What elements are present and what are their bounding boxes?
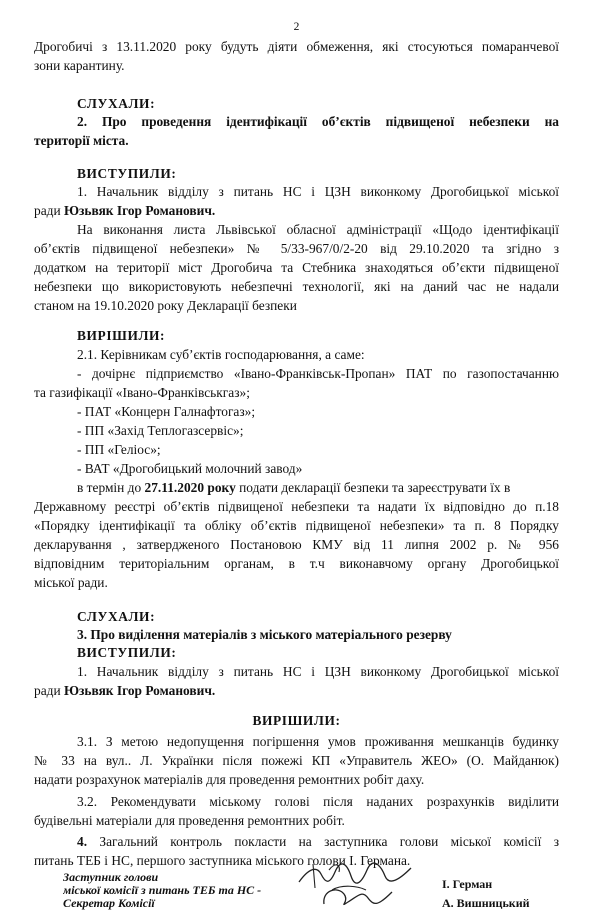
item2-speaker-line-1: 1. Начальник відділу з питань НС і ЦЗН виконкому Дрогобицької міської <box>77 184 559 199</box>
item2-entity-1-line-2: та газифікації «Івано-Франківськгаз»; <box>34 385 250 400</box>
item4-line-2: питань ТЕБ і НС, першого заступника міського голови І. Германа. <box>34 853 411 868</box>
item3-speaker-line-1: 1. Начальник відділу з питань НС і ЦЗН виконкому Дрогобицької міської <box>77 664 559 679</box>
item3-decision-2-line-2: будівельні матеріали для проведення ремонтних робіт. <box>34 813 345 828</box>
item2-deadline-line-5: відповідним територіальним органам, в т.ч виконавчому органу Дрогобицької <box>34 556 559 571</box>
deputy-title-line-1: Заступник голови <box>63 870 159 884</box>
item2-decided-heading: ВИРІШИЛИ: <box>77 328 166 343</box>
item3-decision-1-line-3: надати розрахунок матеріалів для проведення ремонтних робіт даху. <box>34 772 425 787</box>
deputy-name: І. Герман <box>442 877 493 891</box>
item2-title-line-2: території міста. <box>34 133 129 148</box>
item3-speaker-line-2 <box>34 682 559 701</box>
item3-decision-2-line-1: 3.2. Рекомендувати міському голові після наданих розрахунків виділити <box>77 794 559 809</box>
item2-entity-1-line-1: - дочірнє підприємство «Івано-Франківськ-Пропан» ПАТ по газопостачанню <box>77 366 559 381</box>
item2-spoke-heading: ВИСТУПИЛИ: <box>77 166 177 181</box>
item2-text-line-1: На виконання листа Львівської обласної адміністрації «Щодо ідентифікації <box>77 222 559 237</box>
item3-speaker-name: Юзьвяк Ігор Романович. <box>63 683 216 698</box>
item2-text-line-5: станом на 19.10.2020 року Декларації безпеки <box>34 298 297 313</box>
item2-text-line-3: додатком на території міст Дрогобича та Стебника знаходяться об’єкти підвищеної <box>34 260 559 275</box>
intro-line-1: Дрогобичі з 13.11.2020 року будуть діяти обмеження, які стосуються помаранчевої <box>34 39 559 54</box>
item2-speaker-prefix: ради <box>34 203 64 218</box>
item3-decision-1-line-1: 3.1. З метою недопущення погіршення умов проживання мешканців будинку <box>77 734 559 749</box>
item2-entity-5: - ВАТ «Дрогобицький молочний завод» <box>77 461 303 476</box>
item2-entity-2: - ПАТ «Концерн Галнафтогаз»; <box>77 404 256 419</box>
secretary-title: Секретар Комісії <box>63 896 155 910</box>
item2-deadline-line-2: Державному реєстрі об’єктів підвищеної небезпеки та надати їх відповідно до п.18 <box>34 499 559 514</box>
item2-entity-3: - ПП «Захід Теплогазсервіс»; <box>77 423 244 438</box>
item2-deadline-line-6: міської ради. <box>34 575 108 590</box>
item2-decision-intro: 2.1. Керівникам суб’єктів господарювання, а саме: <box>77 347 365 362</box>
item2-title-line-1: 2. Про проведення ідентифікації об’єктів підвищеної небезпеки на <box>77 114 559 129</box>
item2-text-line-4: небезпеки що використовують небезпечні технології, які на даний час не надали <box>34 279 559 294</box>
item3-title: 3. Про виділення матеріалів з міського матеріального резерву <box>77 627 452 642</box>
item3-heard-heading: СЛУХАЛИ: <box>77 609 156 624</box>
item3-speaker-prefix: ради <box>34 683 64 698</box>
item2-deadline-date: 27.11.2020 року <box>144 480 236 495</box>
item2-deadline-post: подати декларації безпеки та зареєструвати їх в <box>235 480 511 495</box>
item3-decision-1-line-2: № 33 на вул.. Л. Українки після пожежі КП «Управитель ЖЕО» (О. Майданюк) <box>34 753 559 768</box>
item4-number: 4. <box>77 834 88 849</box>
item2-deadline-pre: в термін до <box>77 480 145 495</box>
page-number: 2 <box>293 21 300 33</box>
intro-line-2: зони карантину. <box>34 58 125 73</box>
item2-deadline-line-1 <box>77 479 559 498</box>
item2-heard-heading: СЛУХАЛИ: <box>77 96 156 111</box>
item2-text-line-2: об’єктів підвищеної небезпеки» № 5/33-967/0/2-20 від 29.10.2020 та згідно з <box>34 241 559 256</box>
deputy-title-line-2: міської комісії з питань ТЕБ та НС - <box>63 883 262 897</box>
secretary-handwritten-signature <box>318 884 398 910</box>
item2-speaker-line-2 <box>34 202 559 221</box>
item4-line-1 <box>77 833 559 852</box>
item2-speaker-name: Юзьвяк Ігор Романович. <box>63 203 216 218</box>
item3-spoke-heading: ВИСТУПИЛИ: <box>77 645 177 660</box>
item2-entity-4: - ПП «Геліос»; <box>77 442 161 457</box>
item4-text-rest: Загальний контроль покласти на заступника голови міської комісії з <box>87 834 559 849</box>
item2-deadline-line-4: декларування , затвердженого Постановою КМУ від 11 липня 2002 р. № 956 <box>34 537 559 552</box>
secretary-name: А. Вишницький <box>442 896 530 910</box>
item3-decided-heading: ВИРІШИЛИ: <box>252 713 341 728</box>
item2-deadline-line-3: «Порядку ідентифікації та обліку об’єктів підвищеної небезпеки» та п. 8 Порядку <box>34 518 559 533</box>
